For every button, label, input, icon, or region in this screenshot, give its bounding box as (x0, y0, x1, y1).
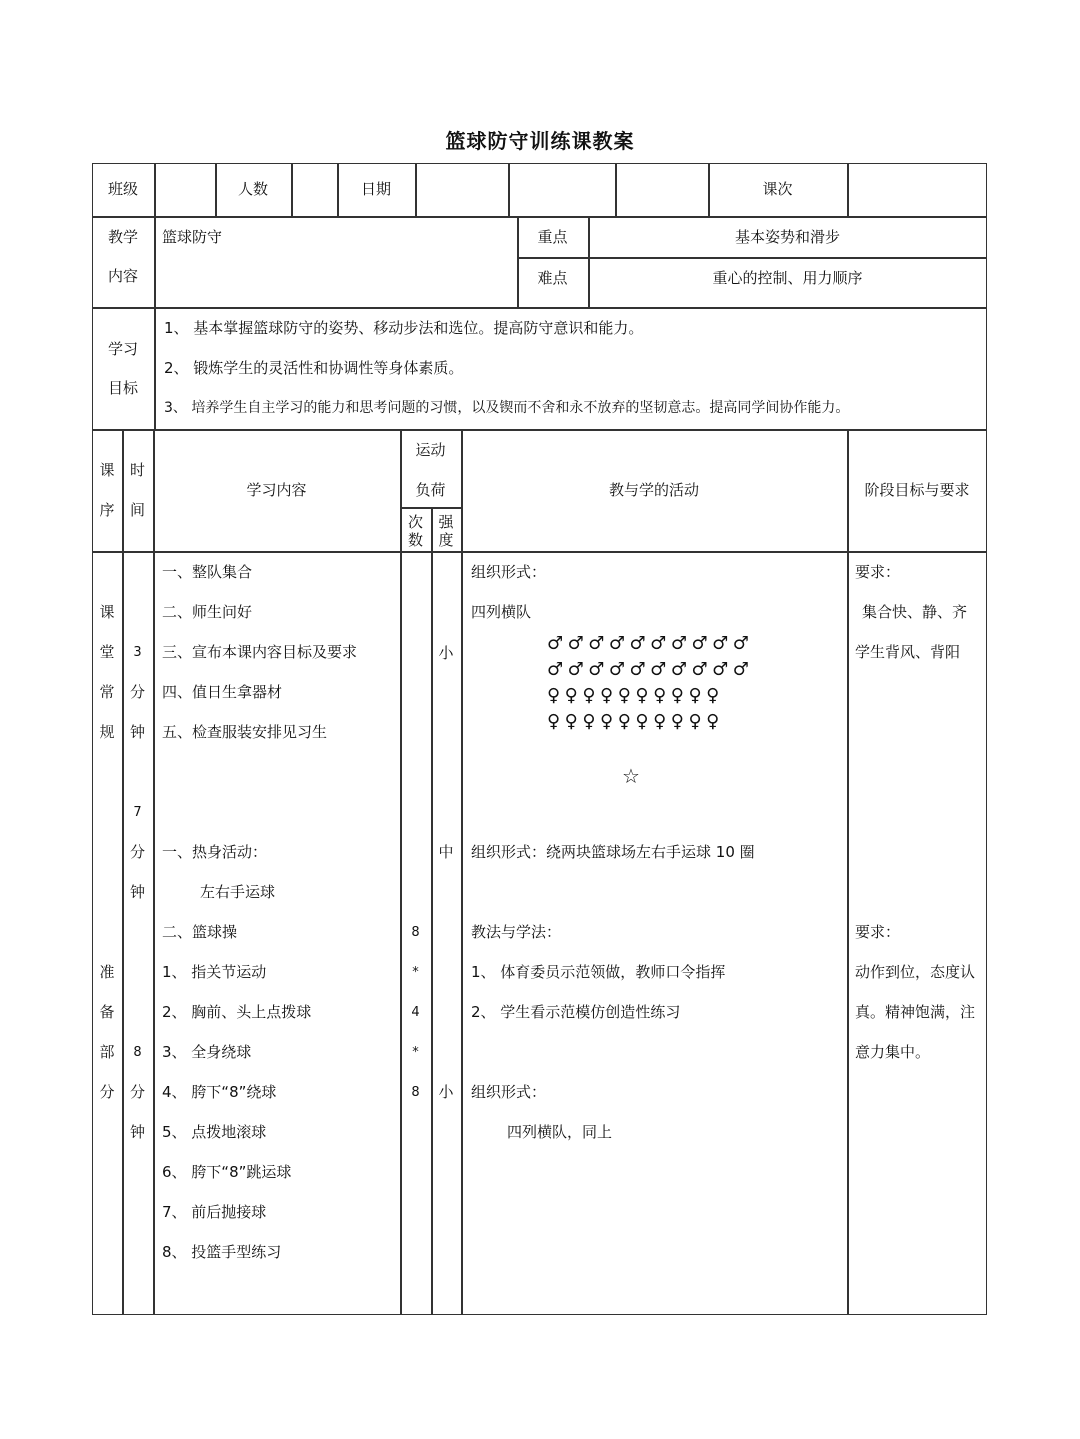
drill-item: 7、 前后抛接球 (162, 1203, 267, 1221)
order-header: 序 (99, 501, 115, 519)
drill-item: 8、 投篮手型练习 (162, 1243, 282, 1261)
content-label: 内容 (107, 267, 138, 285)
formation-row-male: ♂♂♂♂♂♂♂♂♂♂ (547, 659, 754, 680)
drill-item: 5、 点拨地滚球 (162, 1123, 267, 1141)
routine-intensity: 小 (438, 644, 454, 662)
routine-time-char: 钟 (129, 723, 145, 741)
warmup-org: 组织形式：绕两块篮球场左右手运球 10 圈 (471, 843, 755, 861)
prep-time-char: 8 (133, 1045, 142, 1060)
formation-row-male: ♂♂♂♂♂♂♂♂♂♂ (547, 633, 754, 654)
routine-section-char: 堂 (99, 643, 115, 661)
routine-item: 二、师生问好 (162, 603, 253, 621)
prep-section-char: 准 (99, 963, 115, 981)
drill-count-char: * (412, 1045, 419, 1060)
prep-time-char: 7 (133, 805, 142, 820)
routine-time-char: 分 (129, 683, 145, 701)
goal-header: 阶段目标与要求 (864, 481, 970, 499)
order-header: 课 (99, 461, 115, 479)
time-header: 时 (129, 461, 145, 479)
goal-item: 2、 锻炼学生的灵活性和协调性等身体素质。 (164, 359, 464, 377)
content-value: 篮球防守 (162, 228, 223, 246)
count-header: 次 (407, 513, 423, 531)
col-divider (153, 429, 155, 1315)
routine-req-line: 学生背风、背阳 (855, 643, 961, 661)
prep-req-line: 意力集中。 (855, 1043, 931, 1061)
lesson-plan-table (92, 163, 987, 1315)
key-point-value: 基本姿势和滑步 (734, 228, 840, 246)
goal-item: 1、 基本掌握篮球防守的姿势、移动步法和选位。提高防守意识和能力。 (164, 319, 644, 337)
col-divider (415, 163, 417, 217)
col-divider (291, 163, 293, 217)
col-divider (847, 429, 849, 1315)
method-item: 2、 学生看示范模仿创造性练习 (471, 1003, 681, 1021)
prep-time-char: 分 (129, 1083, 145, 1101)
drill-count-char: 4 (411, 1005, 420, 1020)
routine-item: 四、值日生拿器材 (162, 683, 283, 701)
row-divider (92, 551, 987, 553)
drill-item: 1、 指关节运动 (162, 963, 267, 981)
routine-req-label: 要求： (855, 563, 901, 581)
prep-req-line: 动作到位，态度认 (855, 963, 976, 981)
drill-count-char: 8 (411, 1085, 420, 1100)
method-label: 教法与学法： (471, 923, 562, 941)
col-divider (431, 507, 433, 1315)
class-label: 班级 (107, 180, 138, 198)
routine-section-char: 课 (99, 603, 115, 621)
load-header: 运动 (415, 441, 446, 459)
session-label: 课次 (762, 180, 793, 198)
intensity-header: 度 (438, 531, 454, 549)
row-divider (92, 216, 987, 218)
col-divider (847, 163, 849, 217)
key-point-label: 重点 (537, 228, 568, 246)
drill-item: 2、 胸前、头上点拨球 (162, 1003, 312, 1021)
formation-row-female: ♀♀♀♀♀♀♀♀♀♀ (547, 711, 724, 732)
col-divider (508, 163, 510, 217)
routine-time-char: 3 (133, 645, 142, 660)
drill-title: 二、篮球操 (162, 923, 238, 941)
warmup-item: 左右手运球 (200, 883, 276, 901)
date-label: 日期 (360, 180, 391, 198)
prep-section-char: 分 (99, 1083, 115, 1101)
intensity-header: 强 (438, 513, 454, 531)
col-divider (154, 216, 156, 430)
count-label: 人数 (237, 180, 268, 198)
routine-item: 一、整队集合 (162, 563, 253, 581)
col-divider (461, 429, 463, 1315)
prep-section-char: 备 (99, 1003, 115, 1021)
routine-item: 五、检查服装安排见习生 (162, 723, 328, 741)
content-header: 学习内容 (246, 481, 307, 499)
teacher-star-icon: ☆ (622, 764, 640, 788)
routine-req-line: 集合快、静、齐 (862, 603, 968, 621)
time-header: 间 (129, 501, 145, 519)
routine-section-char: 常 (99, 683, 115, 701)
difficulty-label: 难点 (537, 269, 568, 287)
warmup-intensity: 中 (438, 843, 454, 861)
drill-item: 4、 胯下“8”绕球 (162, 1083, 277, 1101)
activity-header: 教与学的活动 (608, 481, 699, 499)
difficulty-value: 重心的控制、用力顺序 (712, 269, 863, 287)
goals-label: 学习 (107, 340, 138, 358)
prep-req-label: 要求： (855, 923, 901, 941)
drill-count-char: * (412, 965, 419, 980)
goals-label: 目标 (107, 379, 138, 397)
prep-org-label: 组织形式： (471, 1083, 547, 1101)
row-divider (92, 307, 987, 309)
routine-org-value: 四列横队 (471, 603, 532, 621)
prep-section-char: 部 (99, 1043, 115, 1061)
row-divider (92, 429, 987, 431)
prep-req-line: 真。精神饱满，注 (855, 1003, 976, 1021)
method-item: 1、 体育委员示范领做，教师口令指挥 (471, 963, 726, 981)
page-title: 篮球防守训练课教案 (445, 129, 635, 153)
col-divider (400, 429, 402, 1315)
routine-org-label: 组织形式： (471, 563, 547, 581)
content-label: 教学 (107, 228, 138, 246)
prep-time-char: 钟 (129, 1123, 145, 1141)
count-header: 数 (407, 531, 423, 549)
prep-time-char: 钟 (129, 883, 145, 901)
col-divider (615, 163, 617, 217)
drill-item: 3、 全身绕球 (162, 1043, 252, 1061)
col-divider (122, 429, 124, 1315)
drill-intensity: 小 (438, 1083, 454, 1101)
col-divider (154, 163, 156, 217)
drill-item: 6、 胯下“8”跳运球 (162, 1163, 292, 1181)
warmup-title: 一、热身活动： (162, 843, 268, 861)
routine-item: 三、宣布本课内容目标及要求 (162, 643, 358, 661)
load-header: 负荷 (415, 481, 446, 499)
drill-count-char: 8 (411, 925, 420, 940)
prep-time-char: 分 (129, 843, 145, 861)
prep-org-value: 四列横队，同上 (507, 1123, 613, 1141)
formation-row-female: ♀♀♀♀♀♀♀♀♀♀ (547, 685, 724, 706)
goal-item: 3、 培养学生自主学习的能力和思考问题的习惯，以及锲而不舍和永不放弃的坚韧意志。提高同学间协作能力。 (164, 400, 850, 416)
routine-section-char: 规 (99, 723, 115, 741)
